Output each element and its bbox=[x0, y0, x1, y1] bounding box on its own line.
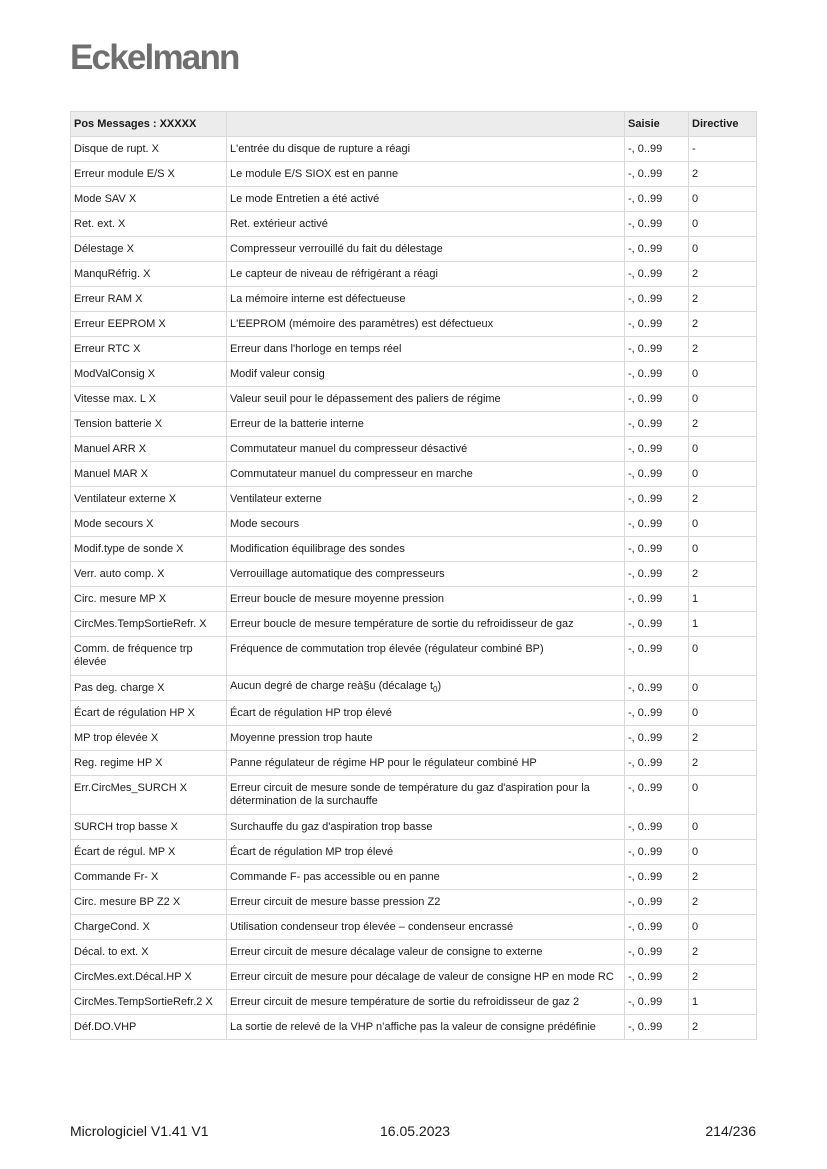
directive-cell: 0 bbox=[689, 462, 757, 487]
message-description-cell: Erreur circuit de mesure température de sortie du refroidisseur de gaz 2 bbox=[227, 990, 625, 1015]
table-row bbox=[71, 701, 757, 726]
messages-table bbox=[70, 111, 757, 1040]
saisie-cell: -, 0..99 bbox=[625, 890, 689, 915]
message-name-cell: Verr. auto comp. X bbox=[71, 562, 227, 587]
col-header-directive: Directive bbox=[689, 112, 757, 137]
table-body bbox=[71, 137, 757, 1040]
directive-cell: 2 bbox=[689, 562, 757, 587]
table-row bbox=[71, 137, 757, 162]
description-text-after: ) bbox=[437, 679, 442, 692]
directive-cell: 0 bbox=[689, 212, 757, 237]
table-row bbox=[71, 637, 757, 676]
message-name-cell: Err.CircMes_SURCH X bbox=[71, 776, 227, 815]
table-row bbox=[71, 751, 757, 776]
saisie-cell: -, 0..99 bbox=[625, 751, 689, 776]
directive-cell: 0 bbox=[689, 637, 757, 676]
table-row bbox=[71, 487, 757, 512]
table-row bbox=[71, 890, 757, 915]
message-name-cell: Comm. de fréquence trp élevée bbox=[71, 637, 227, 676]
table-row bbox=[71, 312, 757, 337]
directive-cell: 1 bbox=[689, 587, 757, 612]
directive-cell: 0 bbox=[689, 437, 757, 462]
message-name-cell: Écart de régulation HP X bbox=[71, 701, 227, 726]
message-description-cell: Valeur seuil pour le dépassement des paliers de régime bbox=[227, 387, 625, 412]
message-name-cell: SURCH trop basse X bbox=[71, 815, 227, 840]
directive-cell: 2 bbox=[689, 865, 757, 890]
table-row bbox=[71, 990, 757, 1015]
footer-firmware: Micrologiciel V1.41 V1 bbox=[70, 1123, 209, 1139]
message-name-cell: Mode SAV X bbox=[71, 187, 227, 212]
saisie-cell: -, 0..99 bbox=[625, 312, 689, 337]
table-row bbox=[71, 437, 757, 462]
message-description-cell: Modification équilibrage des sondes bbox=[227, 537, 625, 562]
saisie-cell: -, 0..99 bbox=[625, 337, 689, 362]
message-name-cell: Circ. mesure MP X bbox=[71, 587, 227, 612]
saisie-cell: -, 0..99 bbox=[625, 237, 689, 262]
message-description-cell: Écart de régulation HP trop élevé bbox=[227, 701, 625, 726]
col-header-description bbox=[227, 112, 625, 137]
message-description-cell: Surchauffe du gaz d'aspiration trop basse bbox=[227, 815, 625, 840]
message-description-cell: Compresseur verrouillé du fait du délestage bbox=[227, 237, 625, 262]
saisie-cell: -, 0..99 bbox=[625, 262, 689, 287]
message-name-cell: MP trop élevée X bbox=[71, 726, 227, 751]
message-name-cell: ManquRéfrig. X bbox=[71, 262, 227, 287]
message-name-cell: Tension batterie X bbox=[71, 412, 227, 437]
message-name-cell: Manuel MAR X bbox=[71, 462, 227, 487]
directive-cell: 2 bbox=[689, 1015, 757, 1040]
directive-cell: 0 bbox=[689, 362, 757, 387]
saisie-cell: -, 0..99 bbox=[625, 437, 689, 462]
eckelmann-logo: Eckelmann bbox=[70, 38, 239, 77]
message-description-cell: L'EEPROM (mémoire des paramètres) est défectueux bbox=[227, 312, 625, 337]
directive-cell: 0 bbox=[689, 815, 757, 840]
table-row bbox=[71, 815, 757, 840]
message-name-cell: Manuel ARR X bbox=[71, 437, 227, 462]
saisie-cell: -, 0..99 bbox=[625, 462, 689, 487]
saisie-cell: -, 0..99 bbox=[625, 512, 689, 537]
message-description-cell: Le capteur de niveau de réfrigérant a réagi bbox=[227, 262, 625, 287]
saisie-cell: -, 0..99 bbox=[625, 562, 689, 587]
directive-cell: 1 bbox=[689, 990, 757, 1015]
message-name-cell: Déf.DO.VHP bbox=[71, 1015, 227, 1040]
table-row bbox=[71, 462, 757, 487]
message-name-cell: Reg. regime HP X bbox=[71, 751, 227, 776]
directive-cell: 0 bbox=[689, 387, 757, 412]
message-name-cell: Écart de régul. MP X bbox=[71, 840, 227, 865]
table-row bbox=[71, 865, 757, 890]
message-description-cell: Erreur boucle de mesure moyenne pression bbox=[227, 587, 625, 612]
saisie-cell: -, 0..99 bbox=[625, 865, 689, 890]
saisie-cell: -, 0..99 bbox=[625, 212, 689, 237]
saisie-cell: -, 0..99 bbox=[625, 137, 689, 162]
message-name-cell: Erreur RAM X bbox=[71, 287, 227, 312]
table-header-row bbox=[71, 112, 757, 137]
message-description-cell: La mémoire interne est défectueuse bbox=[227, 287, 625, 312]
directive-cell: 0 bbox=[689, 512, 757, 537]
message-description-cell: Commutateur manuel du compresseur en marche bbox=[227, 462, 625, 487]
table-row bbox=[71, 915, 757, 940]
directive-cell: 2 bbox=[689, 487, 757, 512]
message-description-cell: Commutateur manuel du compresseur désactivé bbox=[227, 437, 625, 462]
directive-cell: 2 bbox=[689, 965, 757, 990]
footer-date: 16.05.2023 bbox=[380, 1123, 451, 1139]
message-name-cell: Ret. ext. X bbox=[71, 212, 227, 237]
message-name-cell: Ventilateur externe X bbox=[71, 487, 227, 512]
directive-cell: 2 bbox=[689, 412, 757, 437]
table-row bbox=[71, 512, 757, 537]
directive-cell: 2 bbox=[689, 726, 757, 751]
table-row bbox=[71, 840, 757, 865]
message-description-cell: Mode secours bbox=[227, 512, 625, 537]
table-row bbox=[71, 676, 757, 701]
table-row bbox=[71, 587, 757, 612]
message-description-cell: Erreur circuit de mesure pour décalage de valeur de consigne HP en mode RC bbox=[227, 965, 625, 990]
table-row bbox=[71, 287, 757, 312]
table-row bbox=[71, 337, 757, 362]
saisie-cell: -, 0..99 bbox=[625, 965, 689, 990]
table-row bbox=[71, 187, 757, 212]
message-name-cell: Erreur RTC X bbox=[71, 337, 227, 362]
message-name-cell: Mode secours X bbox=[71, 512, 227, 537]
table-row bbox=[71, 162, 757, 187]
footer-page-number: 214/236 bbox=[705, 1123, 756, 1139]
saisie-cell: -, 0..99 bbox=[625, 487, 689, 512]
saisie-cell: -, 0..99 bbox=[625, 726, 689, 751]
message-name-cell: Circ. mesure BP Z2 X bbox=[71, 890, 227, 915]
table-row bbox=[71, 965, 757, 990]
message-description-cell: Ret. extérieur activé bbox=[227, 212, 625, 237]
saisie-cell: -, 0..99 bbox=[625, 915, 689, 940]
saisie-cell: -, 0..99 bbox=[625, 637, 689, 676]
saisie-cell: -, 0..99 bbox=[625, 776, 689, 815]
saisie-cell: -, 0..99 bbox=[625, 387, 689, 412]
directive-cell: 0 bbox=[689, 776, 757, 815]
message-description-cell: Le module E/S SIOX est en panne bbox=[227, 162, 625, 187]
directive-cell: 0 bbox=[689, 915, 757, 940]
message-name-cell: CircMes.TempSortieRefr.2 X bbox=[71, 990, 227, 1015]
saisie-cell: -, 0..99 bbox=[625, 187, 689, 212]
directive-cell: 2 bbox=[689, 337, 757, 362]
message-description-cell: Moyenne pression trop haute bbox=[227, 726, 625, 751]
directive-cell: 2 bbox=[689, 287, 757, 312]
saisie-cell: -, 0..99 bbox=[625, 287, 689, 312]
col-header-pos: Pos Messages : XXXXX bbox=[71, 112, 227, 137]
message-description-cell: Erreur circuit de mesure basse pression Z2 bbox=[227, 890, 625, 915]
saisie-cell: -, 0..99 bbox=[625, 840, 689, 865]
table-row bbox=[71, 387, 757, 412]
directive-cell: 0 bbox=[689, 676, 757, 701]
message-description-cell: Commande F- pas accessible ou en panne bbox=[227, 865, 625, 890]
directive-cell: 0 bbox=[689, 537, 757, 562]
directive-cell: 2 bbox=[689, 890, 757, 915]
directive-cell: 0 bbox=[689, 840, 757, 865]
col-header-saisie: Saisie bbox=[625, 112, 689, 137]
message-description-cell: Modif valeur consig bbox=[227, 362, 625, 387]
description-text: Aucun degré de charge reà§u (décalage t bbox=[230, 679, 434, 692]
message-description-cell: Panne régulateur de régime HP pour le régulateur combiné HP bbox=[227, 751, 625, 776]
saisie-cell: -, 0..99 bbox=[625, 587, 689, 612]
message-description-cell: Le mode Entretien a été activé bbox=[227, 187, 625, 212]
message-name-cell: ChargeCond. X bbox=[71, 915, 227, 940]
message-description-cell: La sortie de relevé de la VHP n’affiche pas la valeur de consigne prédéfinie bbox=[227, 1015, 625, 1040]
saisie-cell: -, 0..99 bbox=[625, 1015, 689, 1040]
message-description-cell: Erreur circuit de mesure décalage valeur de consigne to externe bbox=[227, 940, 625, 965]
directive-cell: 2 bbox=[689, 940, 757, 965]
message-description-cell: Erreur de la batterie interne bbox=[227, 412, 625, 437]
saisie-cell: -, 0..99 bbox=[625, 537, 689, 562]
table-row bbox=[71, 412, 757, 437]
saisie-cell: -, 0..99 bbox=[625, 990, 689, 1015]
saisie-cell: -, 0..99 bbox=[625, 701, 689, 726]
directive-cell: 2 bbox=[689, 751, 757, 776]
message-name-cell: Commande Fr- X bbox=[71, 865, 227, 890]
message-name-cell: Pas deg. charge X bbox=[71, 676, 227, 701]
message-name-cell: ModValConsig X bbox=[71, 362, 227, 387]
message-description-cell: Écart de régulation MP trop élevé bbox=[227, 840, 625, 865]
saisie-cell: -, 0..99 bbox=[625, 612, 689, 637]
message-name-cell: CircMes.TempSortieRefr. X bbox=[71, 612, 227, 637]
table-row bbox=[71, 212, 757, 237]
saisie-cell: -, 0..99 bbox=[625, 676, 689, 701]
message-description-cell: Utilisation condenseur trop élevée – condenseur encrassé bbox=[227, 915, 625, 940]
directive-cell: 2 bbox=[689, 262, 757, 287]
message-description-cell: L'entrée du disque de rupture a réagi bbox=[227, 137, 625, 162]
table-row bbox=[71, 940, 757, 965]
message-description-cell: Verrouillage automatique des compresseurs bbox=[227, 562, 625, 587]
directive-cell: 0 bbox=[689, 237, 757, 262]
saisie-cell: -, 0..99 bbox=[625, 362, 689, 387]
table-row bbox=[71, 362, 757, 387]
directive-cell: 2 bbox=[689, 162, 757, 187]
message-description-cell: Erreur dans l'horloge en temps réel bbox=[227, 337, 625, 362]
message-name-cell: Erreur EEPROM X bbox=[71, 312, 227, 337]
message-name-cell: Modif.type de sonde X bbox=[71, 537, 227, 562]
message-description-cell: Fréquence de commutation trop élevée (régulateur combiné BP) bbox=[227, 637, 625, 676]
directive-cell: 0 bbox=[689, 701, 757, 726]
table-row bbox=[71, 1015, 757, 1040]
table-row bbox=[71, 537, 757, 562]
table-row bbox=[71, 562, 757, 587]
message-name-cell: Délestage X bbox=[71, 237, 227, 262]
message-name-cell: CircMes.ext.Décal.HP X bbox=[71, 965, 227, 990]
directive-cell: 1 bbox=[689, 612, 757, 637]
table-row bbox=[71, 726, 757, 751]
message-description-cell: Erreur circuit de mesure sonde de température du gaz d'aspiration pour la détermination de la surchauffe bbox=[227, 776, 625, 815]
table-row bbox=[71, 237, 757, 262]
directive-cell: 2 bbox=[689, 312, 757, 337]
message-description-cell bbox=[227, 676, 625, 701]
directive-cell: 0 bbox=[689, 187, 757, 212]
message-description-cell: Ventilateur externe bbox=[227, 487, 625, 512]
message-name-cell: Disque de rupt. X bbox=[71, 137, 227, 162]
table-row bbox=[71, 612, 757, 637]
directive-cell: - bbox=[689, 137, 757, 162]
message-name-cell: Erreur module E/S X bbox=[71, 162, 227, 187]
message-description-cell: Erreur boucle de mesure température de sortie du refroidisseur de gaz bbox=[227, 612, 625, 637]
saisie-cell: -, 0..99 bbox=[625, 162, 689, 187]
message-name-cell: Décal. to ext. X bbox=[71, 940, 227, 965]
table-row bbox=[71, 776, 757, 815]
message-name-cell: Vitesse max. L X bbox=[71, 387, 227, 412]
saisie-cell: -, 0..99 bbox=[625, 940, 689, 965]
saisie-cell: -, 0..99 bbox=[625, 412, 689, 437]
table-row bbox=[71, 262, 757, 287]
saisie-cell: -, 0..99 bbox=[625, 815, 689, 840]
description-subscript: 0 bbox=[433, 685, 438, 695]
